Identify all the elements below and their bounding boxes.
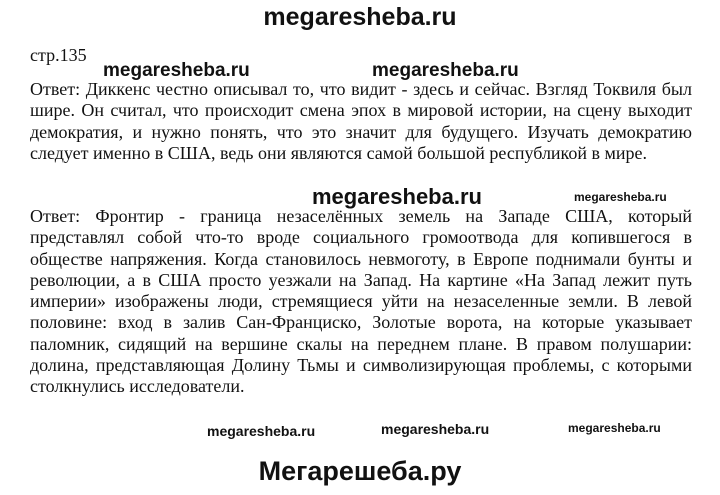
- footer-title: Мегарешеба.ру: [258, 456, 462, 486]
- watermark: megaresheba.ru: [568, 421, 661, 435]
- watermark: megaresheba.ru: [207, 423, 316, 439]
- watermark: megaresheba.ru: [103, 60, 250, 81]
- page-number: стр.135: [30, 45, 87, 65]
- answer-1-text: Ответ: Диккенс честно описывал то, что видит - здесь и сейчас. Взгляд Токвиля был шире. Он считал, что происходит смена эпох в мировой истории, на сцену выходит демократия, и нужно понять, что это значит для будущего. Изучать демократию следует именно в США, ведь они являются самой большой республикой в мире.: [30, 79, 692, 163]
- watermark: megaresheba.ru: [372, 60, 519, 81]
- watermark: megaresheba.ru: [312, 184, 482, 209]
- site-title: megaresheba.ru: [263, 3, 457, 31]
- watermark: megaresheba.ru: [574, 190, 667, 204]
- watermark: megaresheba.ru: [381, 421, 490, 437]
- answer-2-text: Ответ: Фронтир - граница незаселённых земель на Западе США, который представлял собой что-то вроде социального громоотвода для копившегося в обществе напряжения. Когда становилось невмоготу, в Европе поднимали бунты и революции, а в США просто уезжали на Запад. На картине «На Запад лежит путь империи» изображены люди, стремящиеся уйти на незаселенные земли. В левой половине: вход в залив Сан-Франциско, Золотые ворота, на которые указывает паломник, сидящий на вершине скалы на переднем плане. В правом полушарии: долина, представляющая Долину Тьмы и символизирующая проблемы, с которыми столкнулись исследователи.: [30, 206, 692, 397]
